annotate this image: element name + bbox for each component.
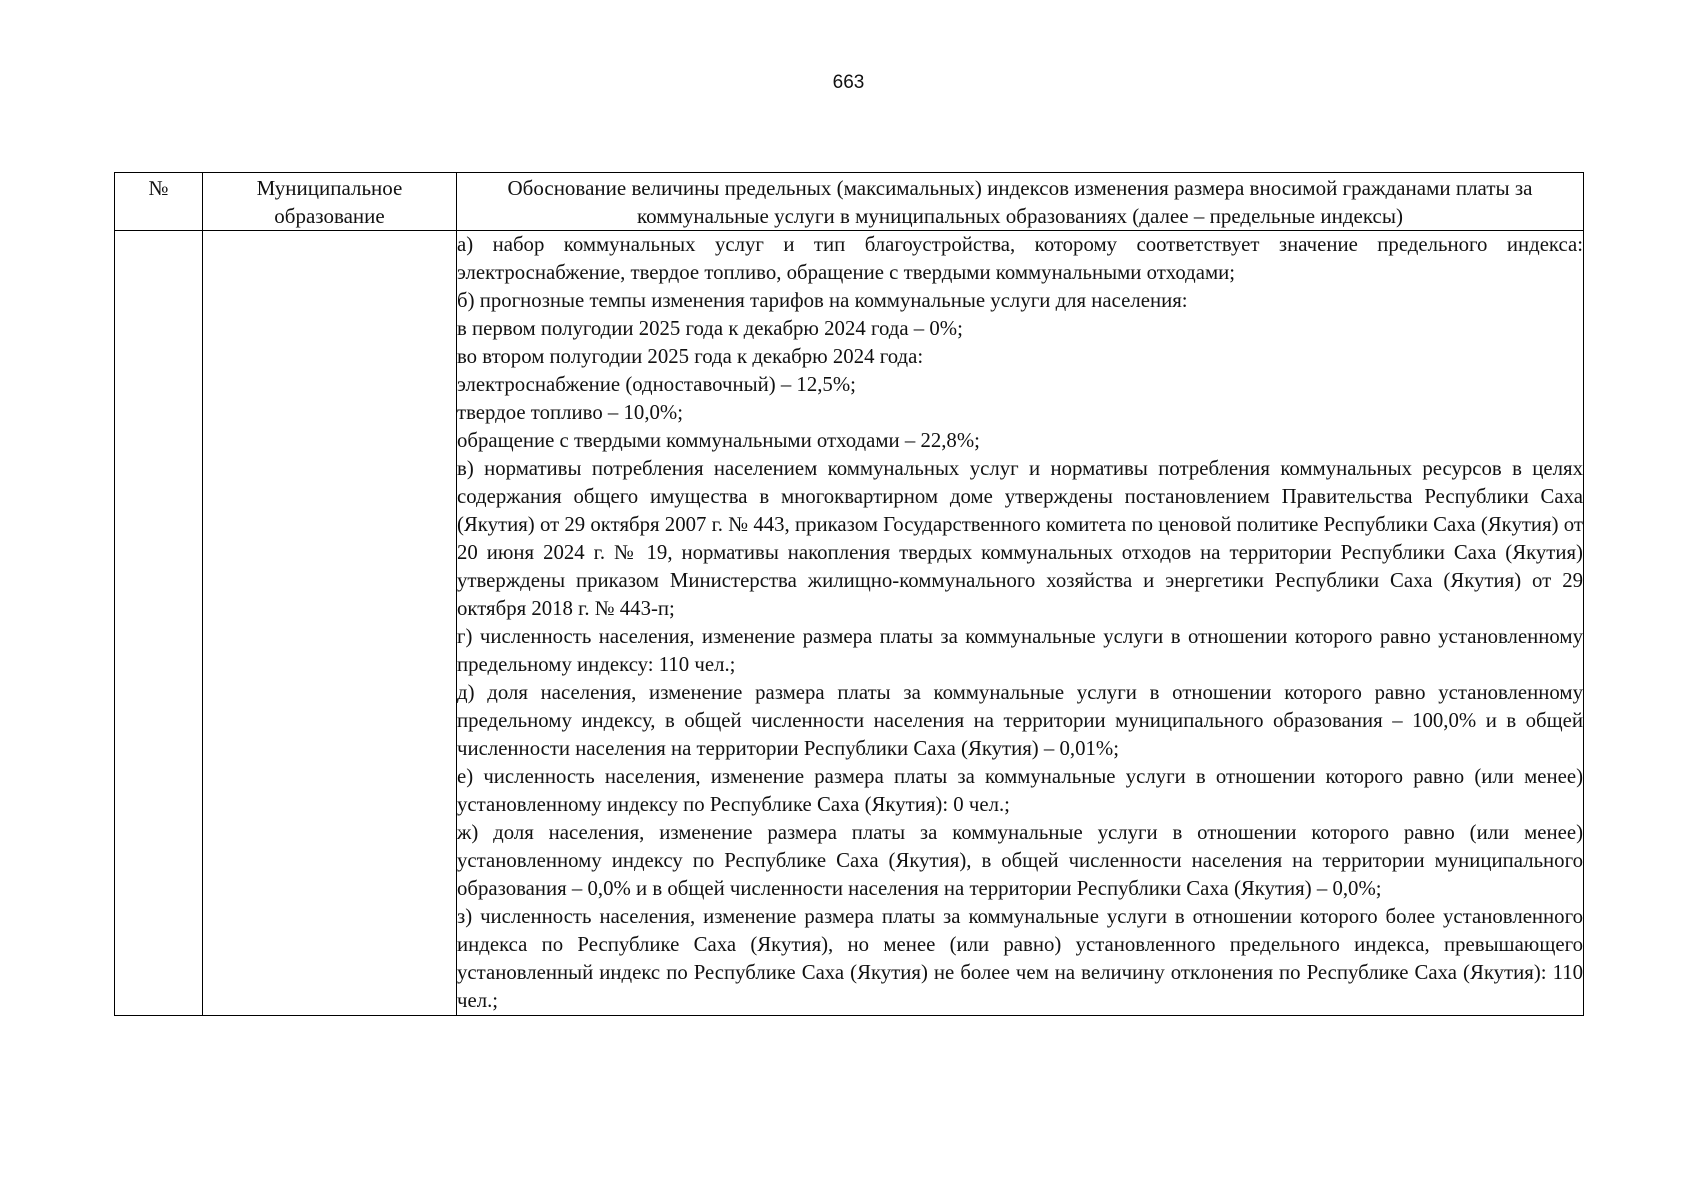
cell-justification bbox=[457, 231, 1584, 1016]
paragraph-zh: ж) доля населения, изменение размера платы за коммунальные услуги в отношении которого равно (или менее) установленному индексу по Республике Саха (Якутия), в общей численности населения на территории муниципального образования – 0,0% и в общей численности населения на территории Республики Саха (Якутия) – 0,0%; bbox=[457, 821, 1583, 900]
paragraph-e: е) численность населения, изменение размера платы за коммунальные услуги в отношении которого равно (или менее) установленному индексу по Республике Саха (Якутия): 0 чел.; bbox=[457, 765, 1583, 816]
header-municipality: Муниципальное образование bbox=[203, 173, 457, 231]
paragraph-g: г) численность населения, изменение размера платы за коммунальные услуги в отношении которого равно установленному предельному индексу: 110 чел.; bbox=[457, 625, 1583, 676]
page-number: 663 bbox=[832, 72, 865, 93]
paragraph-first-half-year: в первом полугодии 2025 года к декабрю 2024 года – 0%; bbox=[457, 317, 963, 340]
justification-table bbox=[114, 172, 1584, 1016]
paragraph-v: в) нормативы потребления населением коммунальных услуг и нормативы потребления коммунальных ресурсов в целях содержания общего имущества в многоквартирном доме утверждены постановлением Правительства Республики Саха (Якутия) от 29 октября 2007 г. № 443, приказом Государственного комитета по ценовой политике Республики Саха (Якутия) от 20 июня 2024 г. № 19, нормативы накопления твердых коммунальных отходов на территории Республики Саха (Якутия) утверждены приказом Министерства жилищно-коммунального хозяйства и энергетики Республики Саха (Якутия) от 29 октября 2018 г. № 443-п; bbox=[457, 457, 1583, 620]
paragraph-z: з) численность населения, изменение размера платы за коммунальные услуги в отношении которого более установленного индекса по Республике Саха (Якутия), но менее (или равно) установленного предельного индекса, превышающего установленный индекс по Республике Саха (Якутия) не более чем на величину отклонения по Республике Саха (Якутия): 110 чел.; bbox=[457, 905, 1583, 1012]
header-justification: Обоснование величины предельных (максимальных) индексов изменения размера вносимой гражданами платы за коммунальные услуги в муниципальных образованиях (далее – предельные индексы) bbox=[457, 173, 1584, 231]
paragraph-electricity: электроснабжение (одноставочный) – 12,5%; bbox=[457, 373, 856, 396]
cell-municipality bbox=[203, 231, 457, 1016]
paragraph-a: а) набор коммунальных услуг и тип благоустройства, которому соответствует значение предельного индекса: электроснабжение, твердое топливо, обращение с твердыми коммунальными отходами; bbox=[457, 233, 1583, 284]
paragraph-b: б) прогнозные темпы изменения тарифов на коммунальные услуги для населения: bbox=[457, 289, 1188, 312]
cell-number bbox=[115, 231, 203, 1016]
paragraph-second-half-year: во втором полугодии 2025 года к декабрю 2024 года: bbox=[457, 345, 924, 368]
paragraph-d: д) доля населения, изменение размера платы за коммунальные услуги в отношении которого равно установленному предельному индексу, в общей численности населения на территории муниципального образования – 100,0% и в общей численности населения на территории Республики Саха (Якутия) – 0,01%; bbox=[457, 681, 1583, 760]
paragraph-solid-fuel: твердое топливо – 10,0%; bbox=[457, 401, 684, 424]
paragraph-waste: обращение с твердыми коммунальными отходами – 22,8%; bbox=[457, 429, 980, 452]
table-row bbox=[115, 231, 1584, 1016]
table-header-row bbox=[115, 173, 1584, 231]
header-number: № bbox=[115, 173, 203, 231]
